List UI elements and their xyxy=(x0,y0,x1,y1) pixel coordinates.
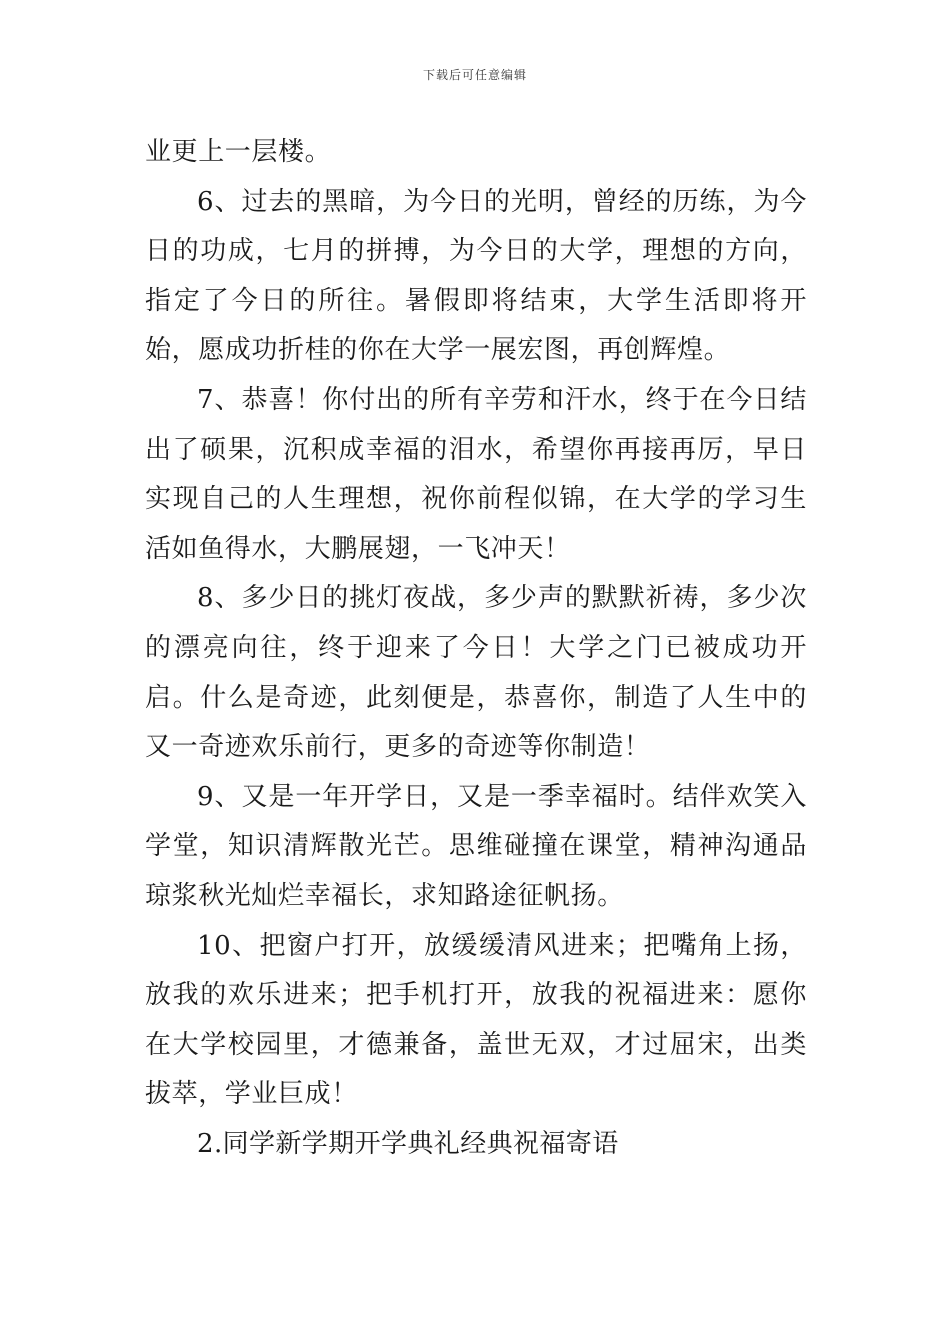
paragraph-item-9: 9、又是一年开学日，又是一季幸福时。结伴欢笑入学堂，知识清辉散光芒。思维碰撞在课堂，精神沟通品琼浆秋光灿烂幸福长，求知路途征帆扬。 xyxy=(145,781,807,911)
paragraph-item-8: 8、多少日的挑灯夜战，多少声的默默祈祷，多少次的漂亮向往，终于迎来了今日！大学之门已被成功开启。什么是奇迹，此刻便是，恭喜你，制造了人生中的又一奇迹欢乐前行，更多的奇迹等你制造！ xyxy=(145,583,807,763)
paragraph-continuation: 业更上一层楼。 xyxy=(145,137,332,167)
document-body xyxy=(145,128,807,1169)
section-heading: 2.同学新学期开学典礼经典祝福寄语 xyxy=(197,1128,619,1159)
paragraph-item-10: 10、把窗户打开，放缓缓清风进来；把嘴角上扬，放我的欢乐进来；把手机打开，放我的祝福进来：愿你在大学校园里，才德兼备，盖世无双，才过屈宋，出类拔萃，学业巨成！ xyxy=(145,930,807,1110)
paragraph-item-6: 6、过去的黑暗，为今日的光明，曾经的历练，为今日的功成，七月的拼搏，为今日的大学，理想的方向，指定了今日的所往。暑假即将结束，大学生活即将开始，愿成功折桂的你在大学一展宏图，再创辉煌。 xyxy=(145,186,807,366)
page-header-note: 下载后可任意编辑 xyxy=(422,68,527,82)
paragraph-item-7: 7、恭喜！你付出的所有辛劳和汗水，终于在今日结出了硕果，沉积成幸福的泪水，希望你再接再厉，早日实现自己的人生理想，祝你前程似锦，在大学的学习生活如鱼得水，大鹏展翅，一飞冲天！ xyxy=(145,384,807,564)
